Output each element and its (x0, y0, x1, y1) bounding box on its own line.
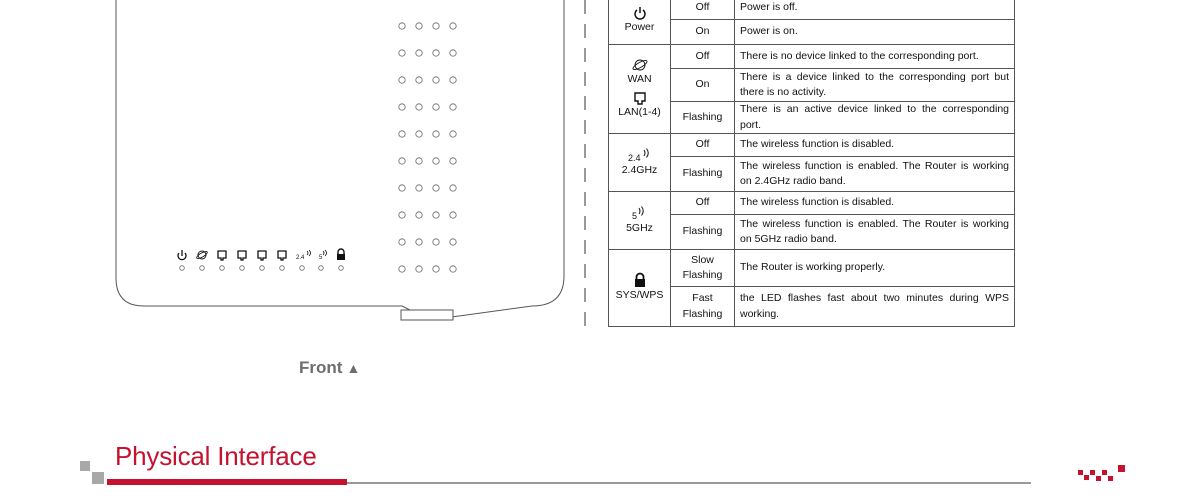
lan-port-icon (258, 251, 266, 260)
divider-dash (584, 192, 586, 206)
vent-hole (433, 185, 439, 191)
lock-icon (337, 249, 345, 260)
vent-hole (450, 266, 456, 272)
figure-caption (299, 358, 360, 378)
led-name-label: 2.4GHz (621, 163, 658, 176)
vent-hole (450, 239, 456, 245)
svg-text:5: 5 (631, 210, 637, 221)
vent-hole (416, 77, 422, 83)
led-indicator (280, 266, 285, 271)
power-icon (178, 250, 186, 260)
led-indicator (300, 266, 305, 271)
vent-hole (399, 23, 405, 29)
lock-icon (633, 272, 647, 288)
vent-hole (450, 23, 456, 29)
wifi-24-icon (627, 147, 653, 163)
divider-dash (584, 48, 586, 62)
vent-hole (433, 266, 439, 272)
vent-hole (450, 185, 456, 191)
divider-dash (584, 240, 586, 254)
vent-hole (416, 158, 422, 164)
divider-dash (584, 24, 586, 38)
lan-port-icon (633, 91, 647, 105)
divider-dash (584, 120, 586, 134)
divider-dash (584, 264, 586, 278)
led-status-cell: Fast Flashing (671, 287, 735, 327)
vent-hole (399, 266, 405, 272)
table-row (609, 0, 1015, 20)
led-status-cell: On (671, 69, 735, 102)
vent-hole (433, 158, 439, 164)
divider-dash (584, 144, 586, 158)
led-name-cell (609, 0, 671, 45)
led-indicator (240, 266, 245, 271)
vent-hole (450, 212, 456, 218)
vent-hole (399, 50, 405, 56)
accent-rule (107, 479, 347, 485)
led-description-cell: The wireless function is disabled. (735, 192, 1015, 215)
led-description-cell: The Router is working properly. (735, 250, 1015, 287)
vent-hole (433, 77, 439, 83)
led-name-label: SYS/WPS (615, 289, 664, 302)
table-row (609, 45, 1015, 69)
divider-dash (584, 0, 586, 14)
led-name-label: Power (624, 20, 655, 33)
vent-hole (450, 50, 456, 56)
led-status-cell: Off (671, 0, 735, 20)
table-row (609, 192, 1015, 215)
vent-hole (433, 50, 439, 56)
vent-hole (433, 104, 439, 110)
vent-hole (450, 77, 456, 83)
led-status-table (608, 0, 1015, 327)
vent-hole-grid (399, 23, 456, 272)
led-status-cell: Off (671, 192, 735, 215)
led-indicator (319, 266, 324, 271)
vent-hole (399, 158, 405, 164)
wifi-5-icon (631, 205, 649, 221)
led-status-cell: Flashing (671, 215, 735, 250)
led-name-label: 5GHz (626, 221, 653, 234)
brand-logo-icon (1078, 464, 1128, 486)
wan-icon (196, 250, 208, 259)
led-description-cell: Power is on. (735, 20, 1015, 45)
led-description-cell: The wireless function is enabled. The Router is working on 2.4GHz radio band. (735, 157, 1015, 192)
vent-hole (416, 23, 422, 29)
divider-dash (584, 72, 586, 86)
led-description-cell: There is a device linked to the corresponding port but there is no activity. (735, 69, 1015, 102)
led-status-cell: Flashing (671, 157, 735, 192)
vent-hole (399, 185, 405, 191)
led-indicator-row (180, 266, 344, 271)
vent-hole (399, 239, 405, 245)
wifi-24-icon (296, 250, 311, 261)
led-name-label: WAN (627, 73, 652, 85)
led-description-cell: Power is off. (735, 0, 1015, 20)
led-description-cell: The wireless function is enabled. The Router is working on 5GHz radio band. (735, 215, 1015, 250)
vent-hole (416, 104, 422, 110)
table-row (609, 134, 1015, 157)
led-indicator (180, 266, 185, 271)
triangle-up-icon: ▲ (346, 360, 361, 376)
vent-hole (416, 266, 422, 272)
vent-hole (416, 212, 422, 218)
svg-text:2.4: 2.4 (627, 152, 641, 163)
vent-hole (399, 104, 405, 110)
led-indicator (200, 266, 205, 271)
footer-rule (347, 482, 1031, 484)
led-name-cell (609, 45, 671, 134)
vent-hole (399, 131, 405, 137)
svg-text:2.4: 2.4 (296, 255, 305, 261)
decorative-square (92, 472, 104, 484)
vent-hole (416, 185, 422, 191)
vent-hole (416, 131, 422, 137)
wifi-5-icon (319, 250, 327, 261)
led-indicator (260, 266, 265, 271)
lan-port-icon (218, 251, 226, 260)
lan-port-icon (278, 251, 286, 260)
svg-text:5: 5 (319, 255, 323, 261)
led-name-cell (609, 192, 671, 250)
led-name-label: LAN(1-4) (618, 105, 661, 118)
led-indicator (339, 266, 344, 271)
decorative-square (80, 461, 90, 471)
led-description-cell: There is an active device linked to the corresponding port. (735, 102, 1015, 134)
vent-hole (433, 131, 439, 137)
led-icon-row (178, 249, 345, 261)
section-title: Physical Interface (115, 441, 317, 471)
led-status-cell: Off (671, 45, 735, 69)
vent-hole (433, 23, 439, 29)
divider-dash (584, 312, 586, 326)
led-status-cell: Off (671, 134, 735, 157)
power-icon (633, 6, 647, 20)
led-name-cell (609, 250, 671, 327)
led-status-cell: On (671, 20, 735, 45)
vent-hole (433, 239, 439, 245)
vent-hole (450, 131, 456, 137)
divider-dash (584, 288, 586, 302)
led-name-cell (609, 134, 671, 192)
led-description-cell: The wireless function is disabled. (735, 134, 1015, 157)
divider-dash (584, 216, 586, 230)
led-status-cell: Slow Flashing (671, 250, 735, 287)
figure-caption-text: Front (299, 358, 343, 377)
vent-hole (450, 158, 456, 164)
led-description-cell: the LED flashes fast about two minutes during WPS working. (735, 287, 1015, 327)
led-indicator (220, 266, 225, 271)
vent-hole (399, 212, 405, 218)
lan-port-icon (238, 251, 246, 260)
vent-hole (416, 50, 422, 56)
vent-hole (433, 212, 439, 218)
led-status-cell: Flashing (671, 102, 735, 134)
vent-hole (416, 239, 422, 245)
vent-hole (399, 77, 405, 83)
router-body-outline (116, 0, 564, 320)
led-description-cell: There is no device linked to the corresponding port. (735, 45, 1015, 69)
router-front-illustration (0, 0, 580, 330)
table-row (609, 250, 1015, 287)
wan-icon (631, 58, 649, 72)
divider-dash (584, 96, 586, 110)
router-bottom-tab (401, 310, 453, 320)
vent-hole (450, 104, 456, 110)
divider-dash (584, 168, 586, 182)
